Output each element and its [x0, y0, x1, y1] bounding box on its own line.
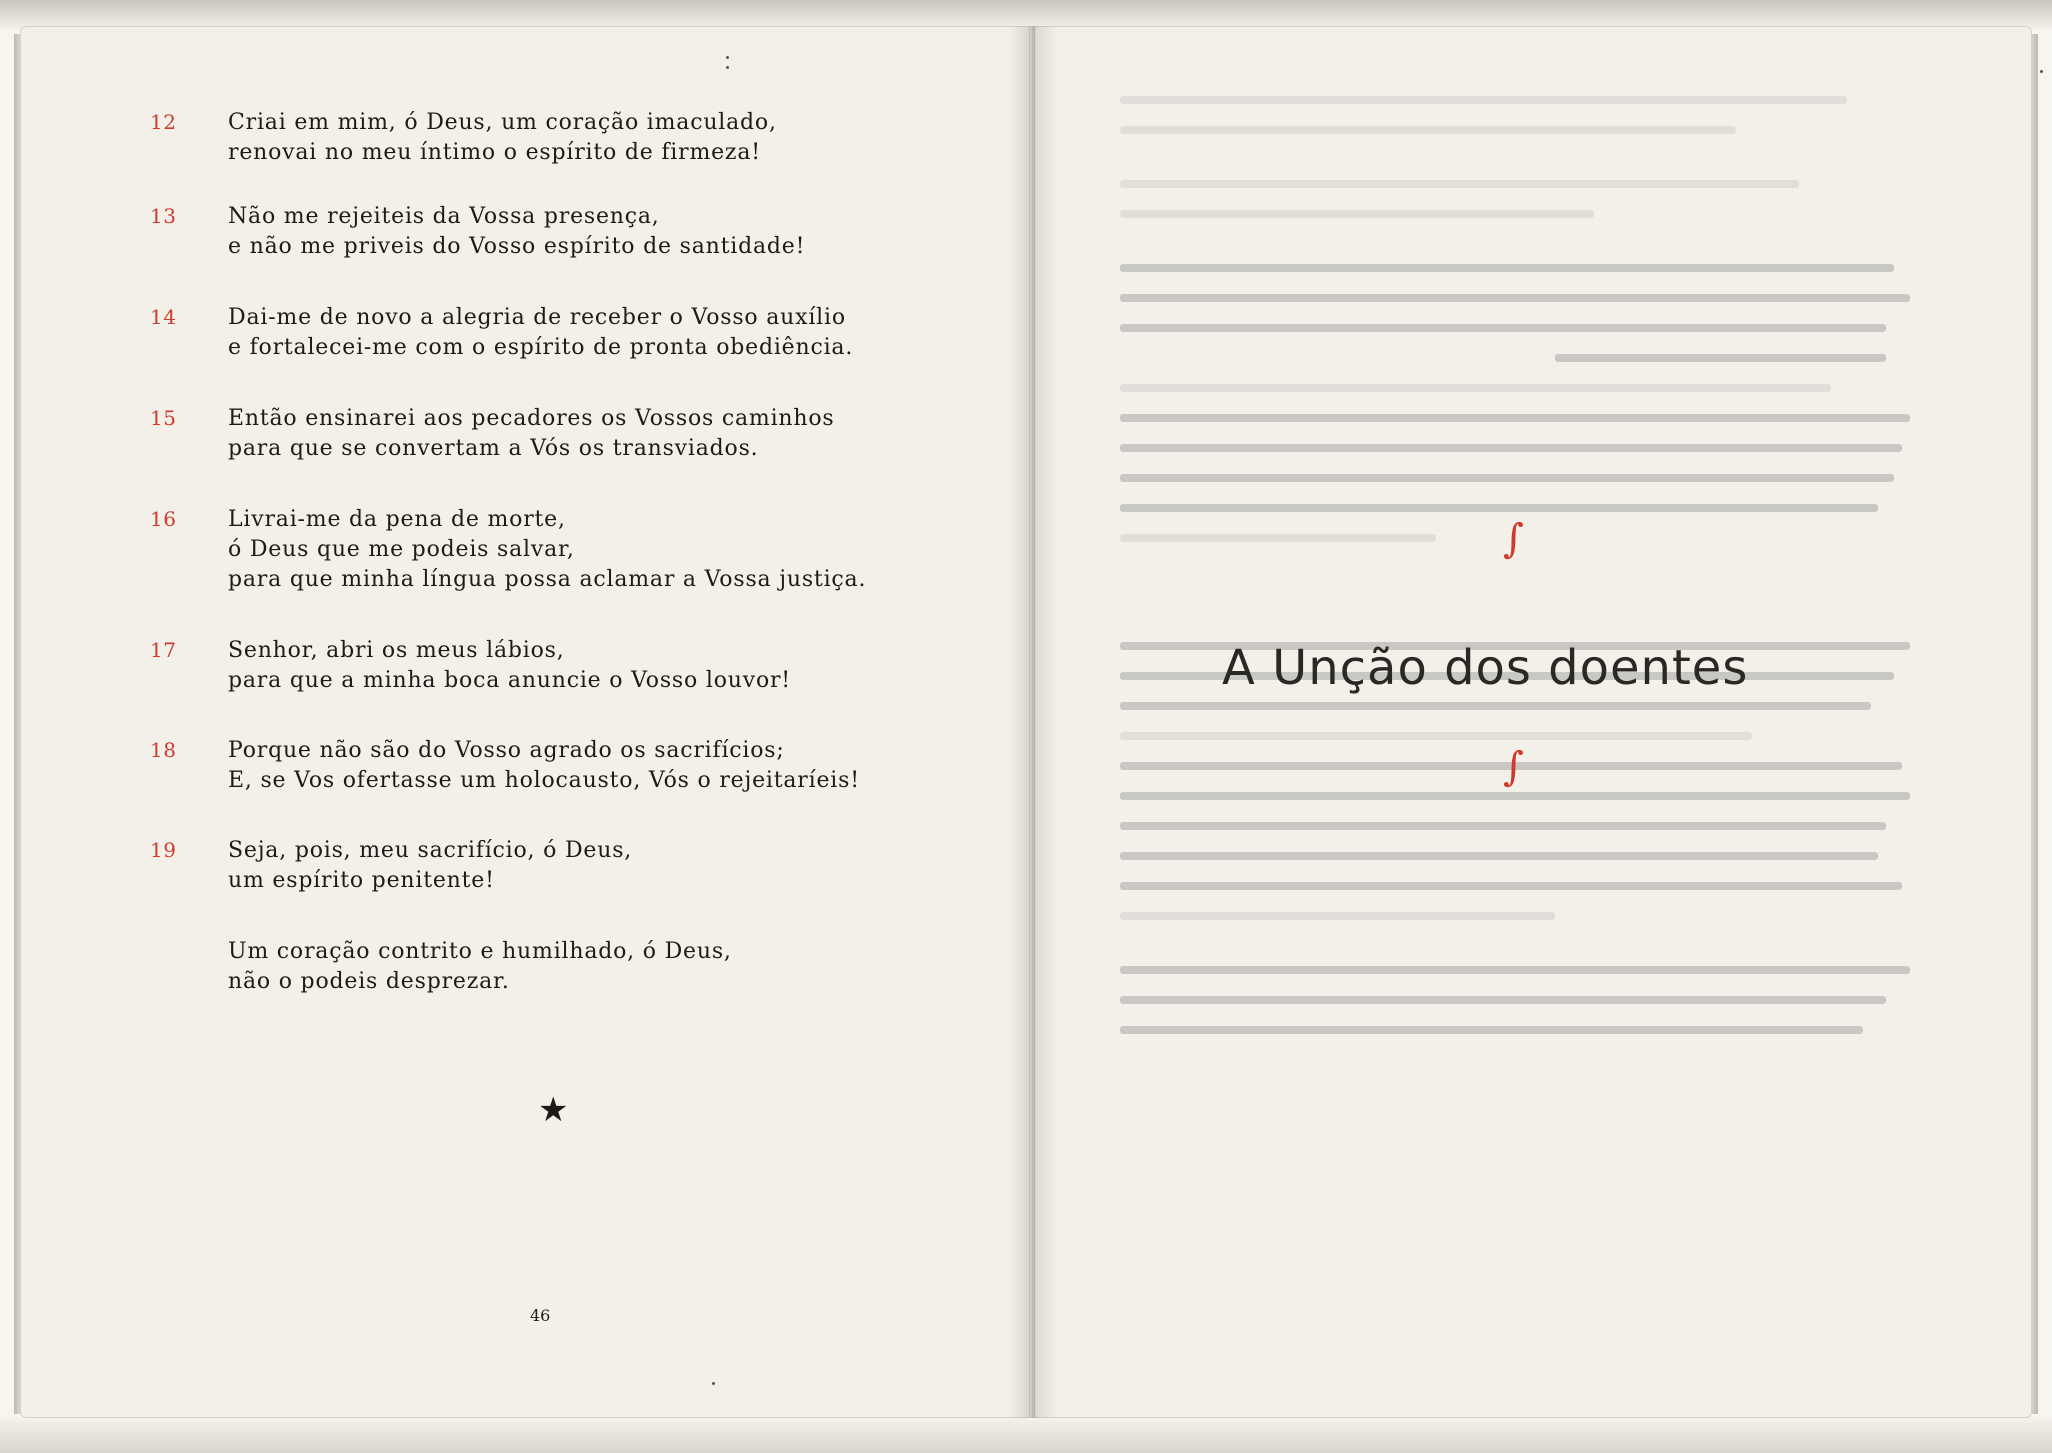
verse-number: 19 [150, 838, 177, 862]
reverse-side-bleed-through [1120, 96, 1910, 1056]
verse-text: Livrai-me da pena de morte, ó Deus que me podeis salvar, para que minha língua possa aclamar a Vossa justiça. [228, 507, 867, 592]
speck [726, 56, 729, 59]
book-gutter [1008, 26, 1058, 1418]
scan-bottom-shadow [0, 1418, 2052, 1453]
page-number: 46 [530, 1306, 551, 1325]
verse-number: 14 [150, 305, 177, 329]
speck [726, 66, 729, 69]
verse-text: Porque não são do Vosso agrado os sacrifícios; E, se Vos ofertasse um holocausto, Vós o rejeitaríeis! [228, 738, 860, 793]
verse-number: 16 [150, 507, 177, 531]
separator-star: ★ [538, 1090, 569, 1130]
verse-text: Então ensinarei aos pecadores os Vossos caminhos para que se convertam a Vós os transviados. [228, 406, 835, 461]
verse-number: 18 [150, 738, 177, 762]
verse-text: Seja, pois, meu sacrifício, ó Deus, um espírito penitente! [228, 838, 633, 893]
speck [2040, 70, 2043, 73]
ornament-top: ∫ [1503, 516, 1524, 562]
verse-text: Senhor, abri os meus lábios, para que a minha boca anuncie o Vosso louvor! [228, 638, 791, 693]
verse-text: Dai-me de novo a alegria de receber o Vosso auxílio e fortalecei-me com o espírito de pronta obediência. [228, 305, 854, 360]
verse-text: Não me rejeiteis da Vossa presença, e não me priveis do Vosso espírito de santidade! [228, 204, 806, 259]
ornament-bottom: ∫ [1503, 744, 1524, 790]
verse-number: 12 [150, 110, 177, 134]
speck [712, 1382, 715, 1385]
verse-text: Criai em mim, ó Deus, um coração imaculado, renovai no meu íntimo o espírito de firmeza! [228, 110, 777, 165]
verse-number: 17 [150, 638, 177, 662]
verse-number: 15 [150, 406, 177, 430]
chapter-title: A Unção dos doentes [1222, 640, 1749, 696]
verse-text: Um coração contrito e humilhado, ó Deus, não o podeis desprezar. [228, 939, 732, 994]
verse-number: 13 [150, 204, 177, 228]
